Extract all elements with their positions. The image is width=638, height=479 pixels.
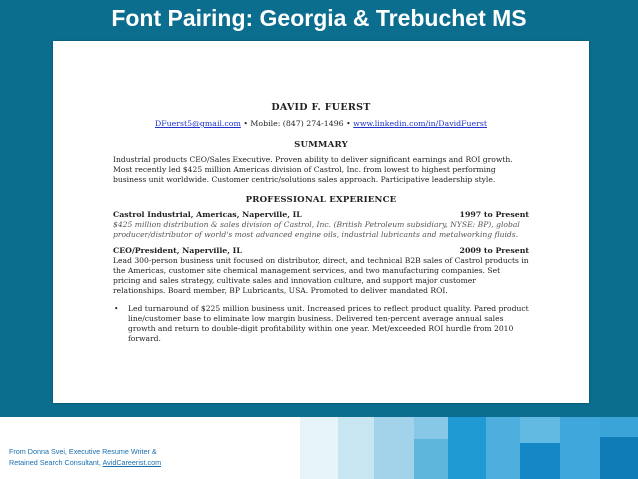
company-dates: 1997 to Present: [459, 210, 529, 219]
bullet-text: Led turnaround of $225 million business unit. Increased prices to reflect product quality. Pared product line/customer base to eliminate low margin business. Delivered ten-percent average annual sales growth and return to double-digit profitability within one year. Met/exceeded ROI hurdle from 2010 forward.: [128, 304, 529, 343]
footer-tile: [338, 417, 374, 479]
slide-title: Font Pairing: Georgia & Trebuchet MS: [111, 5, 527, 31]
email-link[interactable]: DFuerst5@gmail.com: [155, 119, 241, 128]
credit-line-2: [9, 457, 161, 468]
role-row: [113, 246, 529, 256]
role-description: Lead 300-person business unit focused on distributor, direct, and technical B2B sales of Castrol products in the Americas, customer site chemical management services, and two manufacturing companies. Set pricing and sales strategy, cultivate sales and innovation culture, and support major customer relationships. Board member, BP Lubricants, USA. Promoted to deliver mandated ROI.: [113, 256, 529, 295]
summary-text: Industrial products CEO/Sales Executive. Proven ability to deliver significant earnings and ROI growth. Most recently led $425 million Americas division of Castrol, Inc. from lowest to highest performing business unit worldwide. Customer centric/solutions sales approach. Participative leadership style.: [113, 155, 513, 184]
footer-tile: [486, 417, 520, 479]
role-title: CEO/President, Naperville, IL: [113, 246, 242, 255]
resume-document: [113, 103, 529, 344]
bullet-icon: •: [114, 304, 119, 313]
footer-tile: [414, 417, 448, 439]
company-description: $425 million distribution & sales division of Castrol, Inc. (British Petroleum subsidiary, NYSE: BP), global producer/distributor of world's most advanced engine oils, industrial lubricants and metalworking fluids.: [113, 220, 520, 239]
summary-heading: SUMMARY: [294, 140, 348, 150]
credit-site-link[interactable]: AvidCareerist.com: [102, 458, 162, 467]
resume-image: [53, 41, 589, 403]
resume-name: DAVID F. FUERST: [271, 102, 371, 113]
linkedin-link[interactable]: www.linkedin.com/in/DavidFuerst: [353, 119, 487, 128]
company-row: [113, 210, 529, 220]
source-credit: [9, 446, 161, 468]
achievement-bullet: [113, 304, 529, 344]
footer-tile: [560, 417, 600, 479]
role-dates: 2009 to Present: [459, 246, 529, 255]
footer-tile: [520, 417, 560, 443]
contact-phone: • Mobile: (847) 274-1496 •: [240, 119, 354, 128]
experience-heading: PROFESSIONAL EXPERIENCE: [245, 195, 397, 205]
company-name: Castrol Industrial, Americas, Naperville, IL: [113, 210, 302, 219]
footer-tile: [300, 417, 338, 479]
credit-line-1: From Donna Svei, Executive Resume Writer &: [9, 447, 157, 456]
resume-contact-line: [113, 119, 529, 129]
credit-prefix: Retained Search Consultant,: [9, 458, 103, 467]
footer-tile: [448, 417, 486, 479]
footer-tile: [600, 417, 638, 437]
footer-tile: [374, 417, 414, 479]
